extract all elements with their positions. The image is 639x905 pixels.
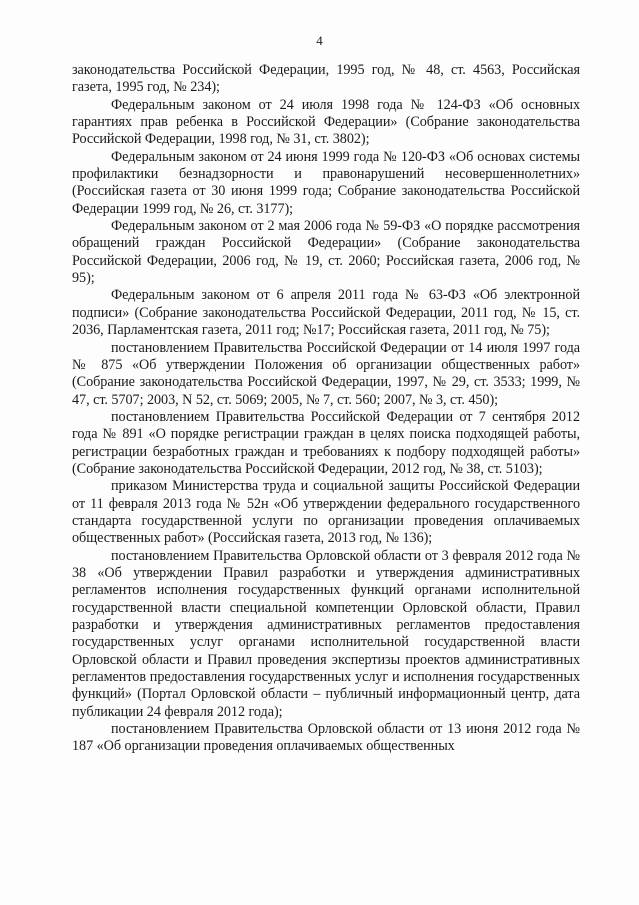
paragraph-continuation: законодательства Российской Федерации, 1995 год, № 48, ст. 4563, Российская газета, 1995 год, № 234); (72, 62, 580, 96)
paragraph-federal-law-63: Федеральным законом от 6 апреля 2011 года № 63-ФЗ «Об электронной подписи» (Собрание законодательства Российской Федерации, 2011 год, № 15, ст. 2036, Парламентская газета, 2011 год; №17; Российская газета, 2011 год, № 75); (72, 287, 580, 339)
paragraph-resolution-891: постановлением Правительства Российской Федерации от 7 сентября 2012 года № 891 «О порядке регистрации граждан в целях поиска подходящей работы, регистрации безработных граждан и требованиях к подбору подходящей работы» (Собрание законодательства Российской Федерации, 2012 год, № 38, ст. 5103); (72, 408, 580, 477)
paragraph-federal-law-124: Федеральным законом от 24 июля 1998 года № 124-ФЗ «Об основных гарантиях прав ребенка в Российской Федерации» (Собрание законодательства Российской Федерации, 1998 год, № 31, ст. 3802); (72, 96, 580, 148)
paragraph-federal-law-120: Федеральным законом от 24 июня 1999 года № 120-ФЗ «Об основах системы профилактики безнадзорности и правонарушений несовершеннолетних» (Российская газета от 30 июня 1999 года; Собрание законодательства Российской Федерации 1999 год, № 26, ст. 3177); (72, 148, 580, 217)
paragraph-resolution-orel-187: постановлением Правительства Орловской области от 13 июня 2012 года № 187 «Об организации проведения оплачиваемых общественных (72, 721, 580, 755)
paragraph-resolution-orel-38: постановлением Правительства Орловской области от 3 февраля 2012 года № 38 «Об утверждении Правил разработки и утверждения административных регламентов исполнения государственных функций органами исполнительной государственной власти специальной компетенции Орловской области, Правил разработки и утверждения административных регламентов предоставления государственных услуг органами исполнительной государственной власти Орловской области и Правил проведения экспертизы проектов административных регламентов предоставления государственных услуг и исполнения государственных функций» (Портал Орловской области – публичный информационный центр, дата публикации 24 февраля 2012 года); (72, 547, 580, 720)
page-number: 4 (316, 33, 323, 48)
paragraph-federal-law-59: Федеральным законом от 2 мая 2006 года № 59-ФЗ «О порядке рассмотрения обращений граждан Российской Федерации» (Собрание законодательства Российской Федерации, 2006 год, № 19, ст. 2060; Российская газета, 2006 год, № 95); (72, 218, 580, 287)
paragraph-order-52n: приказом Министерства труда и социальной защиты Российской Федерации от 11 февраля 2013 года № 52н «Об утверждении федерального государственного стандарта государственной услуги по организации проведения оплачиваемых общественных работ» (Российская газета, 2013 год, № 136); (72, 478, 580, 547)
paragraph-resolution-875: постановлением Правительства Российской Федерации от 14 июля 1997 года № 875 «Об утверждении Положения об организации общественных работ» (Собрание законодательства Российской Федерации, 1997, № 29, ст. 3533; 1999, № 47, ст. 5707; 2003, N 52, ст. 5069; 2005, № 7, ст. 560; 2007, № 3, ст. 450); (72, 339, 580, 408)
document-body (72, 62, 580, 756)
